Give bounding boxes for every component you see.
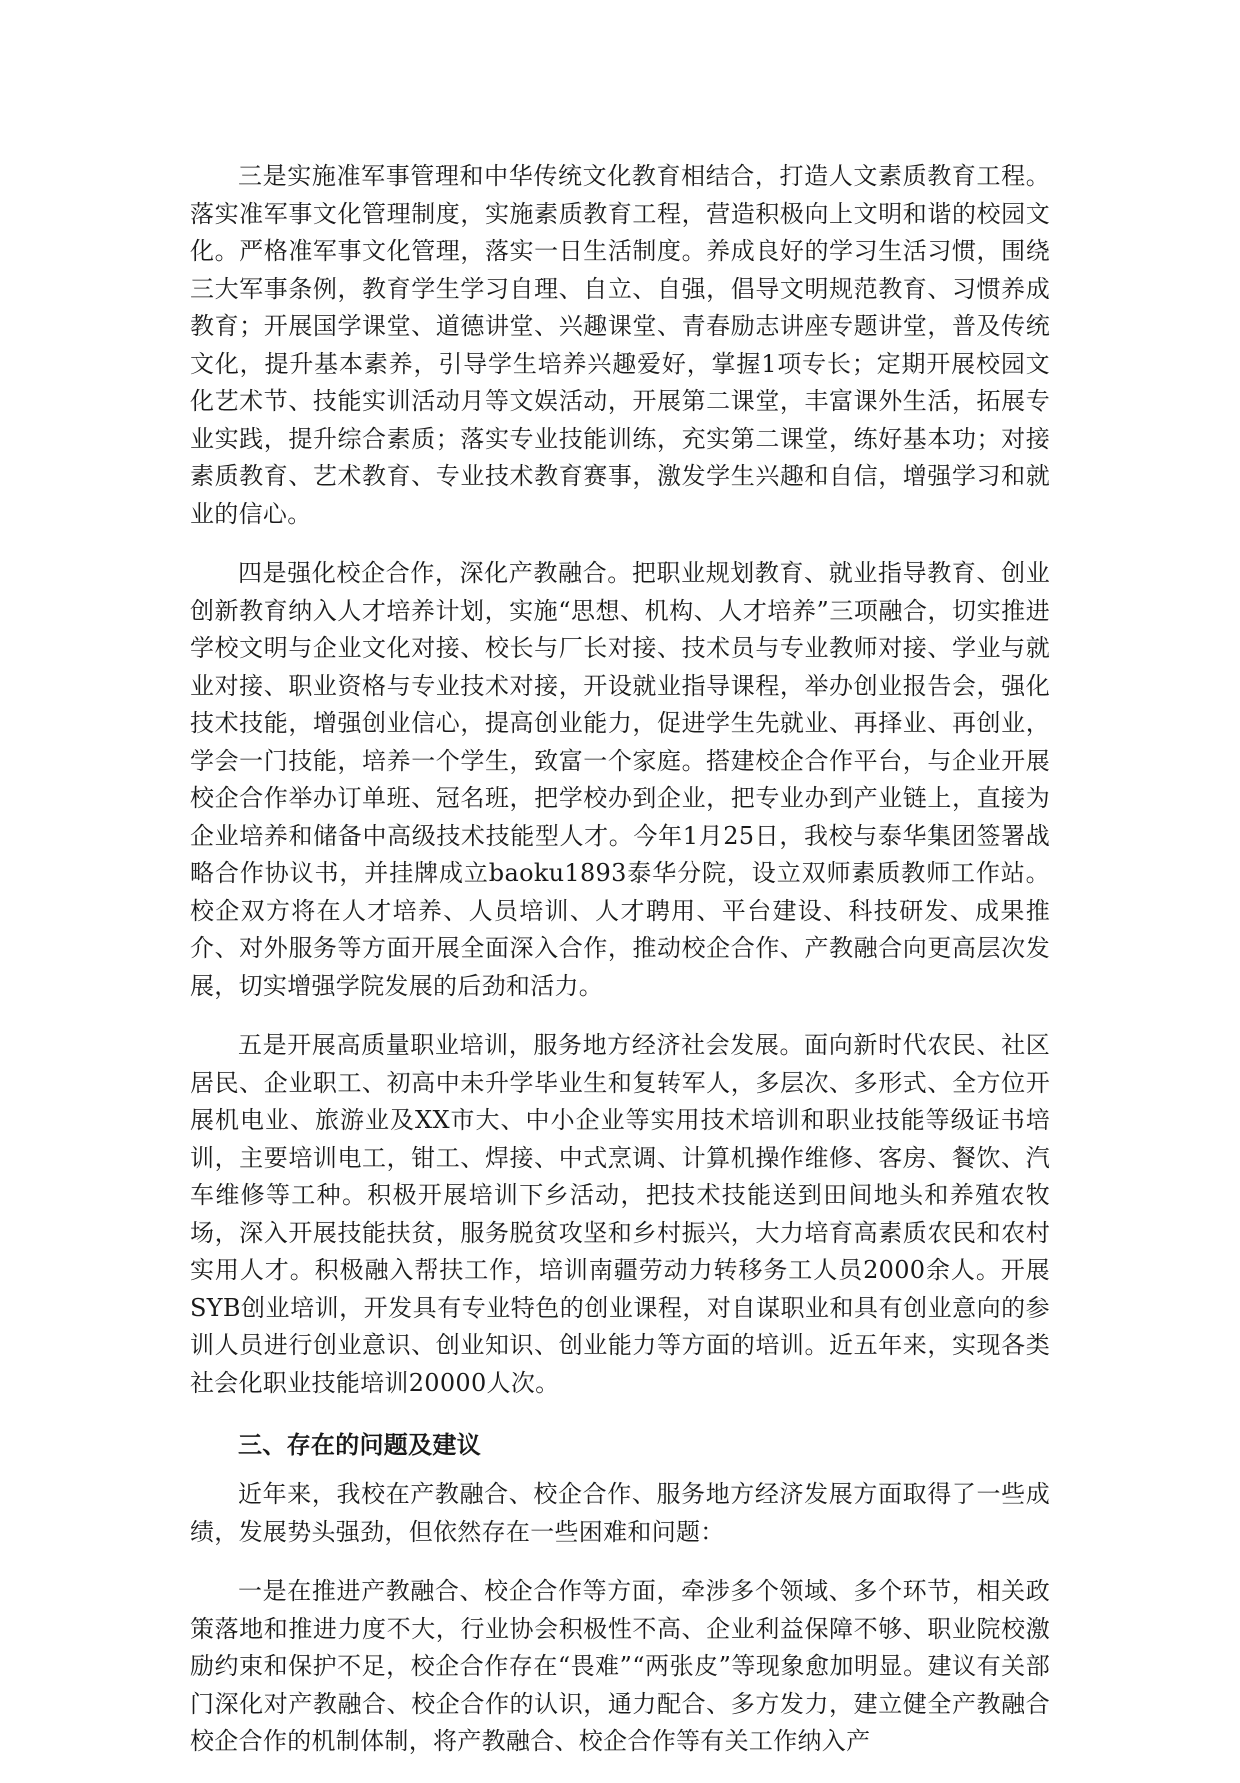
paragraph-vocational-training: 五是开展高质量职业培训，服务地方经济社会发展。面向新时代农民、社区居民、企业职工、初高中未升学毕业生和复转军人，多层次、多形式、全方位开展机电业、旅游业及XX市大、中小企业等实用技术培训和职业技能等级证书培训，主要培训电工，钳工、焊接、中式烹调、计算机操作维修、客房、餐饮、汽车维修等工种。积极开展培训下乡活动，把技术技能送到田间地头和养殖农牧场，深入开展技能扶贫，服务脱贫攻坚和乡村振兴，大力培育高素质农民和农村实用人才。积极融入帮扶工作，培训南疆劳动力转移务工人员2000余人。开展SYB创业培训，开发具有专业特色的创业课程，对自谋职业和具有创业意向的参训人员进行创业意识、创业知识、创业能力等方面的培训。近五年来，实现各类社会化职业技能培训20000人次。 (190, 1031, 1050, 1397)
section-heading: 三、存在的问题及建议 (238, 1430, 481, 1459)
paragraph-military-culture: 三是实施准军事管理和中华传统文化教育相结合，打造人文素质教育工程。落实准军事文化管理制度，实施素质教育工程，营造积极向上文明和谐的校园文化。严格准军事文化管理，落实一日生活制度。养成良好的学习生活习惯，围绕三大军事条例，教育学生学习自理、自立、自强，倡导文明规范教育、习惯养成教育；开展国学课堂、道德讲堂、兴趣课堂、青春励志讲座专题讲堂，普及传统文化，提升基本素养，引导学生培养兴趣爱好，掌握1项专长；定期开展校园文化艺术节、技能实训活动月等文娱活动，开展第二课堂，丰富课外生活，拓展专业实践，提升综合素质；落实专业技能训练，充实第二课堂，练好基本功；对接素质教育、艺术教育、专业技术教育赛事，激发学生兴趣和自信，增强学习和就业的信心。 (190, 162, 1050, 528)
paragraph-recent-years: 近年来，我校在产教融合、校企合作、服务地方经济发展方面取得了一些成绩，发展势头强劲，但依然存在一些困难和问题： (190, 1480, 1050, 1546)
paragraph-school-enterprise: 四是强化校企合作，深化产教融合。把职业规划教育、就业指导教育、创业创新教育纳入人才培养计划，实施“思想、机构、人才培养”三项融合，切实推进学校文明与企业文化对接、校长与厂长对接、技术员与专业教师对接、学业与就业对接、职业资格与专业技术对接，开设就业指导课程，举办创业报告会，强化技术技能，增强创业信心，提高创业能力，促进学生先就业、再择业、再创业，学会一门技能，培养一个学生，致富一个家庭。搭建校企合作平台，与企业开展校企合作举办订单班、冠名班，把学校办到企业，把专业办到产业链上，直接为企业培养和储备中高级技术技能型人才。今年1月25日，我校与泰华集团签署战略合作协议书，并挂牌成立baoku1893泰华分院，设立双师素质教师工作站。校企双方将在人才培养、人员培训、人才聘用、平台建设、科技研发、成果推介、对外服务等方面开展全面深入合作，推动校企合作、产教融合向更高层次发展，切实增强学院发展的后劲和活力。 (190, 559, 1050, 1000)
paragraph-problem-one: 一是在推进产教融合、校企合作等方面，牵涉多个领域、多个环节，相关政策落地和推进力度不大，行业协会积极性不高、企业利益保障不够、职业院校激励约束和保护不足，校企合作存在“畏难”“两张皮”等现象愈加明显。建议有关部门深化对产教融合、校企合作的认识，通力配合、多方发力，建立健全产教融合校企合作的机制体制，将产教融合、校企合作等有关工作纳入产 (190, 1577, 1050, 1755)
document-page (190, 158, 1050, 1783)
